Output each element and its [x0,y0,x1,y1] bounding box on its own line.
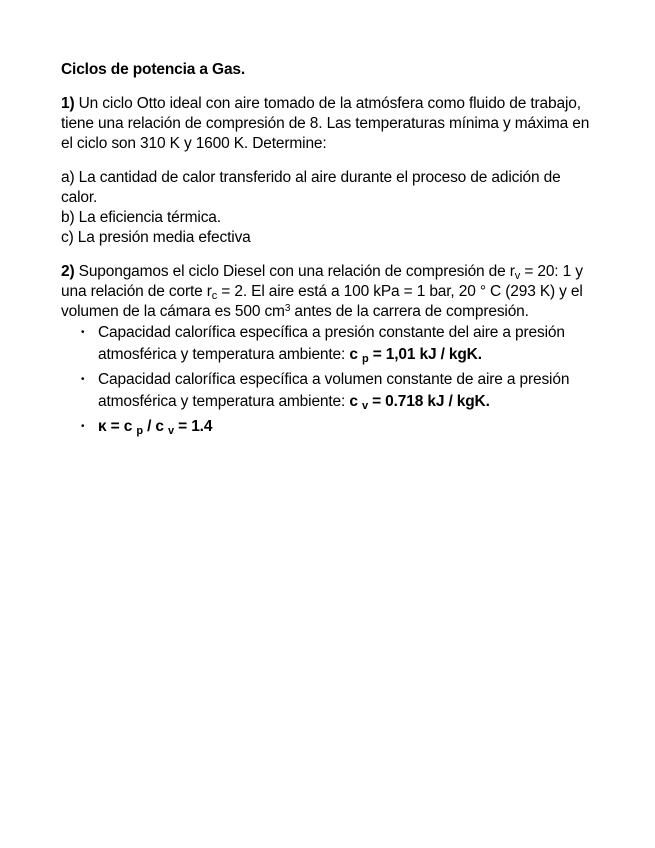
question-2-text-4: antes de la carrera de compresión. [290,303,529,320]
bullet-icon: • [81,421,85,432]
bullet-2-symbol: c [349,393,362,410]
list-item [81,322,591,366]
question-2-text-2: = 20: 1 y una relación de corte r [61,263,583,300]
bullet-3-value: = 1.4 [174,418,213,435]
bullet-3-kappa: κ = c [98,418,137,435]
question-1-item-a: a) La cantidad de calor transferido al aire durante el proceso de adición de calor. [61,169,561,206]
bullet-2-value: = 0.718 kJ / kgK. [367,393,490,410]
question-2-number: 2) [61,263,75,280]
question-1-item-c: c) La presión media efectiva [61,229,251,246]
question-1-number: 1) [61,95,75,112]
page-title: Ciclos de potencia a Gas. [61,61,246,78]
question-1-item-b: b) La eficiencia térmica. [61,209,221,226]
bullet-3-subscript-v: v [168,425,174,437]
bullet-1-value: = 1,01 kJ / kgK. [368,346,482,363]
subscript-v: v [514,270,521,282]
question-2-bullet-list [61,322,591,438]
list-item [81,416,591,438]
list-item [81,369,591,413]
superscript-3: 3 [284,303,291,314]
question-2-text-3: = 2. El aire está a 100 kPa = 1 bar, 20 ° C (293 K) y el volumen de la cámara es 500 cm [61,283,583,320]
question-1-items [61,168,591,248]
bullet-3-mid: / c [142,418,169,435]
bullet-1-text: Capacidad calorífica específica a presión constante del aire a presión atmosférica y temperatura ambiente: [98,324,565,363]
question-1-text: Un ciclo Otto ideal con aire tomado de la atmósfera como fluido de trabajo, tiene una relación de compresión de 8. Las temperaturas mínima y máxima en el ciclo son 310 K y 1600 K. Determine: [61,95,590,152]
subscript-c: c [211,290,218,302]
bullet-2-text: Capacidad calorífica específica a volumen constante de aire a presión atmosférica y temperatura ambiente: [98,371,570,410]
bullet-3-subscript-p: p [136,425,143,437]
question-2-text-1: Supongamos el ciclo Diesel con una relación de compresión de r [74,263,515,280]
bullet-1-symbol: c [349,346,362,363]
bullet-1-subscript: p [361,353,369,365]
document-page [61,60,591,441]
bullet-icon: • [81,327,85,338]
bullet-icon: • [81,374,85,385]
question-1 [61,94,591,154]
question-2 [61,262,591,322]
bullet-2-subscript: v [361,400,368,412]
